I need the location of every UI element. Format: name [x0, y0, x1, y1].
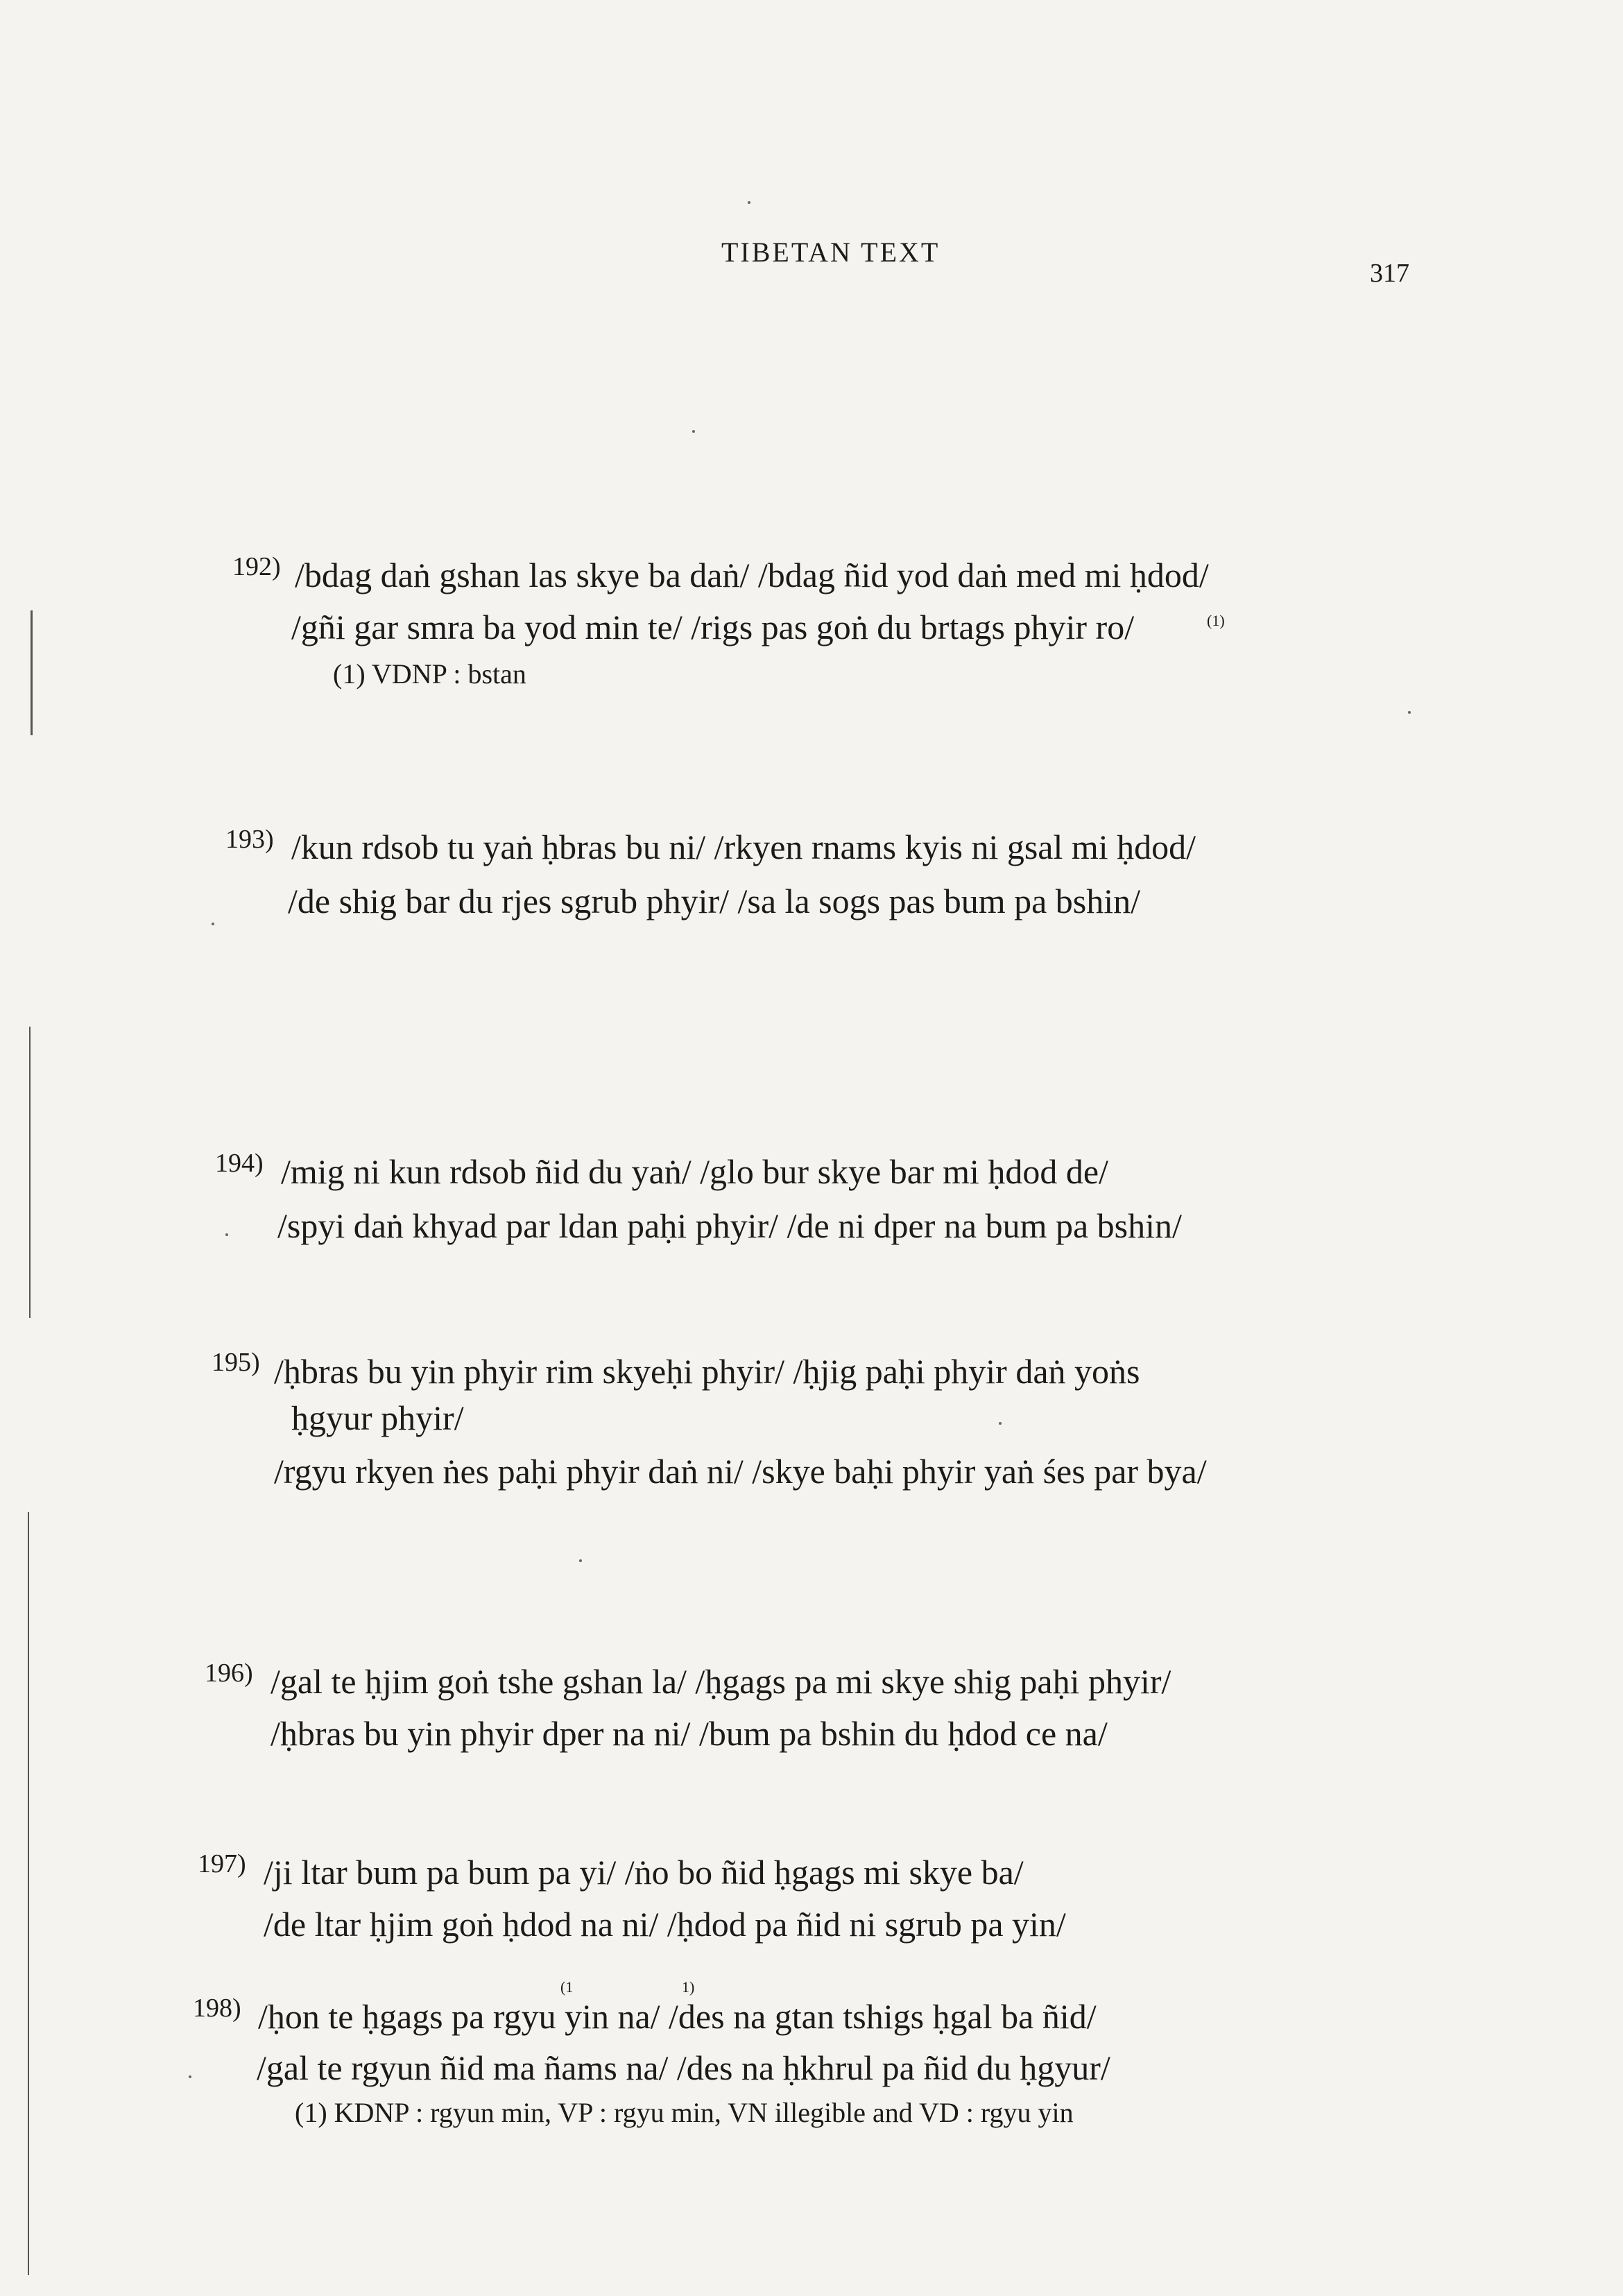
running-header-title: TIBETAN TEXT — [721, 237, 941, 268]
footnote: (1) KDNP : rgyun min, VP : rgyu min, VN illegible and VD : rgyu yin — [295, 2097, 1074, 2128]
scan-speck — [1408, 711, 1411, 714]
scan-speck — [212, 923, 214, 925]
verse-line: /ji ltar bum pa bum pa yi/ /ṅo bo ñid ḥgags mi skye ba/ — [264, 1853, 1024, 1892]
verse-line: /rgyu rkyen ṅes paḥi phyir daṅ ni/ /skye baḥi phyir yaṅ śes par bya/ — [274, 1452, 1207, 1491]
scan-margin-line — [31, 610, 33, 735]
verse-line: /de ltar ḥjim goṅ ḥdod na ni/ /ḥdod pa ñid ni sgrub pa yin/ — [264, 1905, 1066, 1944]
footnote: (1) VDNP : bstan — [333, 658, 526, 689]
verse-line: ḥgyur phyir/ — [291, 1398, 464, 1437]
verse-line: /ḥbras bu yin phyir rim skyeḥi phyir/ /ḥjig paḥi phyir daṅ yoṅs — [274, 1352, 1140, 1391]
scan-margin-line — [28, 1512, 29, 2275]
verse-number: 198) — [193, 1994, 241, 2023]
verse-number: 195) — [212, 1348, 260, 1377]
scan-speck — [692, 430, 695, 433]
verse-line: /gñi gar smra ba yod min te/ /rigs pas goṅ du brtags phyir ro/ — [291, 608, 1135, 646]
verse-line: /ḥon te ḥgags pa rgyu yin na/ /des na gtan tshigs ḥgal ba ñid/ — [258, 1997, 1097, 2036]
scan-margin-line — [29, 1027, 31, 1318]
scan-speck — [748, 201, 750, 204]
page-number: 317 — [1370, 259, 1409, 288]
scan-speck — [225, 1233, 228, 1236]
verse-line: /spyi daṅ khyad par ldan paḥi phyir/ /de ni dper na bum pa bshin/ — [277, 1206, 1182, 1245]
verse-number: 196) — [205, 1659, 253, 1688]
verse-line: /kun rdsob tu yaṅ ḥbras bu ni/ /rkyen rnams kyis ni gsal mi ḥdod/ — [291, 828, 1196, 866]
scan-speck — [189, 2075, 191, 2078]
verse-line: /gal te ḥjim goṅ tshe gshan la/ /ḥgags pa mi skye shig paḥi phyir/ — [270, 1662, 1171, 1701]
footnote-marker: (1 — [560, 1978, 574, 1996]
verse-number: 194) — [215, 1149, 264, 1178]
verse-line: /gal te rgyun ñid ma ñams na/ /des na ḥkhrul pa ñid du ḥgyur/ — [257, 2048, 1110, 2087]
verse-line: /de shig bar du rjes sgrub phyir/ /sa la sogs pas bum pa bshin/ — [288, 882, 1141, 920]
verse-number: 192) — [232, 552, 281, 581]
footnote-marker: (1) — [1207, 612, 1225, 629]
scan-speck — [579, 1559, 582, 1562]
scan-speck — [999, 1422, 1002, 1425]
footnote-marker: 1) — [682, 1978, 695, 1996]
verse-line: /ḥbras bu yin phyir dper na ni/ /bum pa bshin du ḥdod ce na/ — [270, 1714, 1108, 1753]
verse-line: /bdag daṅ gshan las skye ba daṅ/ /bdag ñid yod daṅ med mi ḥdod/ — [295, 556, 1209, 594]
verse-line: /mig ni kun rdsob ñid du yaṅ/ /glo bur skye bar mi ḥdod de/ — [281, 1152, 1108, 1191]
verse-number: 197) — [198, 1849, 246, 1878]
verse-number: 193) — [225, 825, 274, 854]
